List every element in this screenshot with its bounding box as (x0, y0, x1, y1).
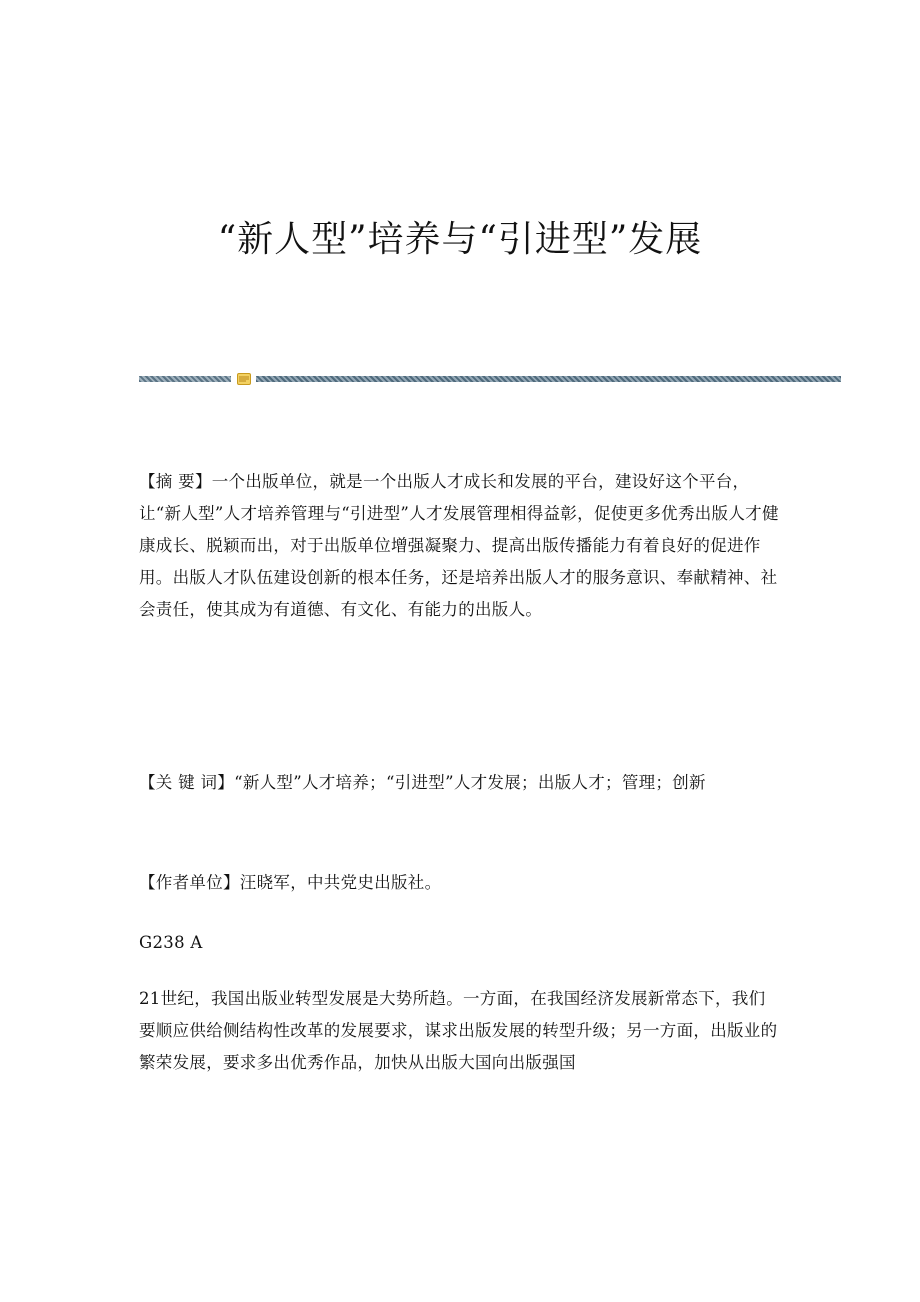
classification-code: G238 A (139, 933, 203, 952)
intro-paragraph: 21世纪，我国出版业转型发展是大势所趋。一方面，在我国经济发展新常态下，我们要顺应供给侧结构性改革的发展要求，谋求出版发展的转型升级；另一方面，出版业的繁荣发展，要求多出优秀作品，加快从出版大国向出版强国 (139, 989, 778, 1072)
divider-bar-left (139, 376, 231, 382)
divider-bar-right (256, 376, 841, 382)
abstract-paragraph: 【摘 要】一个出版单位，就是一个出版人才成长和发展的平台，建设好这个平台，让“新人型”人才培养管理与“引进型”人才发展管理相得益彰，促使更多优秀出版人才健康成长、脱颖而出，对于出版单位增强凝聚力、提高出版传播能力有着良好的促进作用。出版人才队伍建设创新的根本任务，还是培养出版人才的服务意识、奉献精神、社会责任，使其成为有道德、有文化、有能力的出版人。 (139, 472, 779, 619)
title-divider (139, 373, 841, 385)
divider-emblem-icon (237, 373, 251, 385)
author-affiliation: 【作者单位】汪晓军，中共党史出版社。 (139, 873, 442, 892)
document-title: “新人型”培养与“引进型”发展 (217, 219, 703, 260)
keywords-paragraph: 【关 键 词】“新人型”人才培养；“引进型”人才发展；出版人才；管理；创新 (139, 773, 706, 792)
